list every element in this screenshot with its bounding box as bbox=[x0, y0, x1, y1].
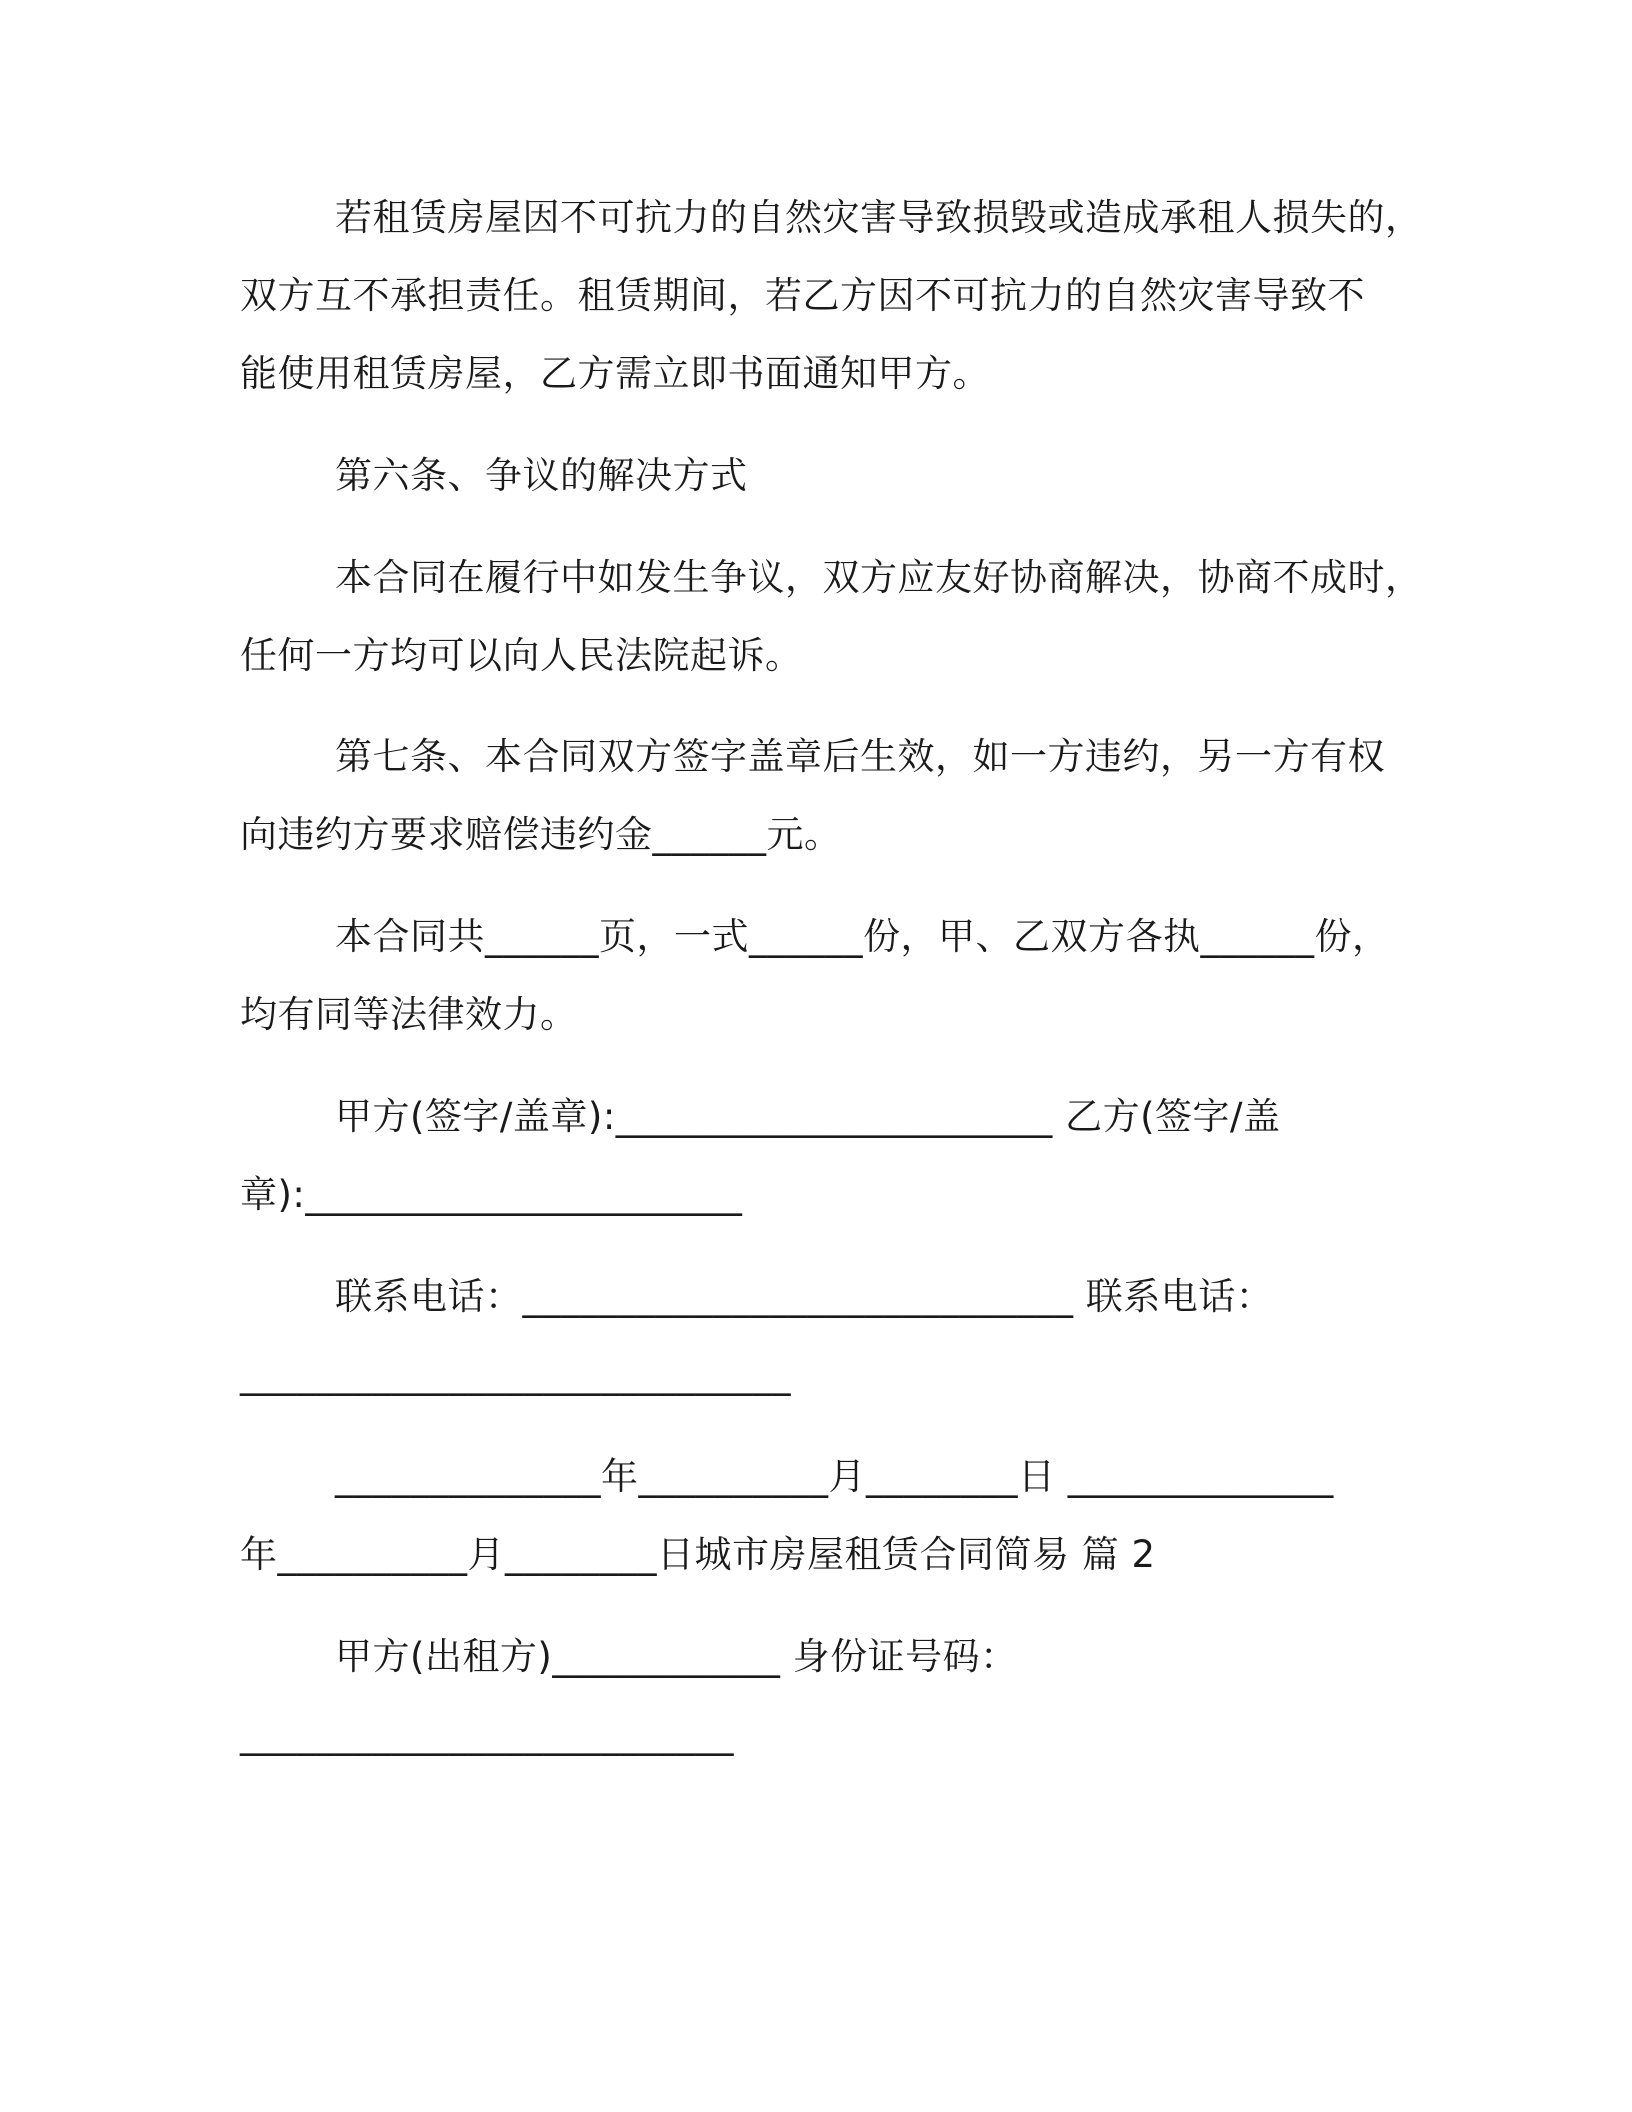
paragraph-force-majeure-line-1: 若租赁房屋因不可抗力的自然灾害导致损毁或造成承租人损失的， bbox=[335, 196, 1423, 239]
date-line-2: 年__________月________日城市房屋租赁合同简易 篇 2 bbox=[240, 1533, 1156, 1576]
phone-line-1: 联系电话：_____________________________ 联系电话： bbox=[335, 1275, 1274, 1318]
paragraph-dispute-line-2: 任何一方均可以向人民法院起诉。 bbox=[240, 634, 803, 677]
article-7-line-1: 第七条、本合同双方签字盖章后生效，如一方违约，另一方有权 bbox=[335, 735, 1385, 778]
copies-clause-line-1: 本合同共______页，一式______份，甲、乙双方各执______份， bbox=[335, 915, 1390, 958]
paragraph-force-majeure-line-3: 能使用租赁房屋，乙方需立即书面通知甲方。 bbox=[240, 352, 990, 395]
signature-line-1: 甲方(签字/盖章):_______________________ 乙方(签字/盖 bbox=[335, 1095, 1281, 1138]
signature-line-2: 章):_______________________ bbox=[240, 1173, 743, 1216]
date-line-1: ______________年__________月________日 ______________ bbox=[335, 1455, 1334, 1498]
party-a-line-2: __________________________ bbox=[240, 1713, 734, 1756]
paragraph-force-majeure-line-2: 双方互不承担责任。租赁期间，若乙方因不可抗力的自然灾害导致不 bbox=[240, 274, 1365, 317]
article-6-heading: 第六条、争议的解决方式 bbox=[335, 454, 748, 497]
paragraph-dispute-line-1: 本合同在履行中如发生争议，双方应友好协商解决，协商不成时， bbox=[335, 556, 1423, 599]
phone-line-2: _____________________________ bbox=[240, 1353, 791, 1396]
article-7-line-2: 向违约方要求赔偿违约金______元。 bbox=[240, 813, 842, 856]
party-a-line-1: 甲方(出租方)____________ 身份证号码： bbox=[335, 1635, 1018, 1678]
copies-clause-line-2: 均有同等法律效力。 bbox=[240, 993, 578, 1036]
